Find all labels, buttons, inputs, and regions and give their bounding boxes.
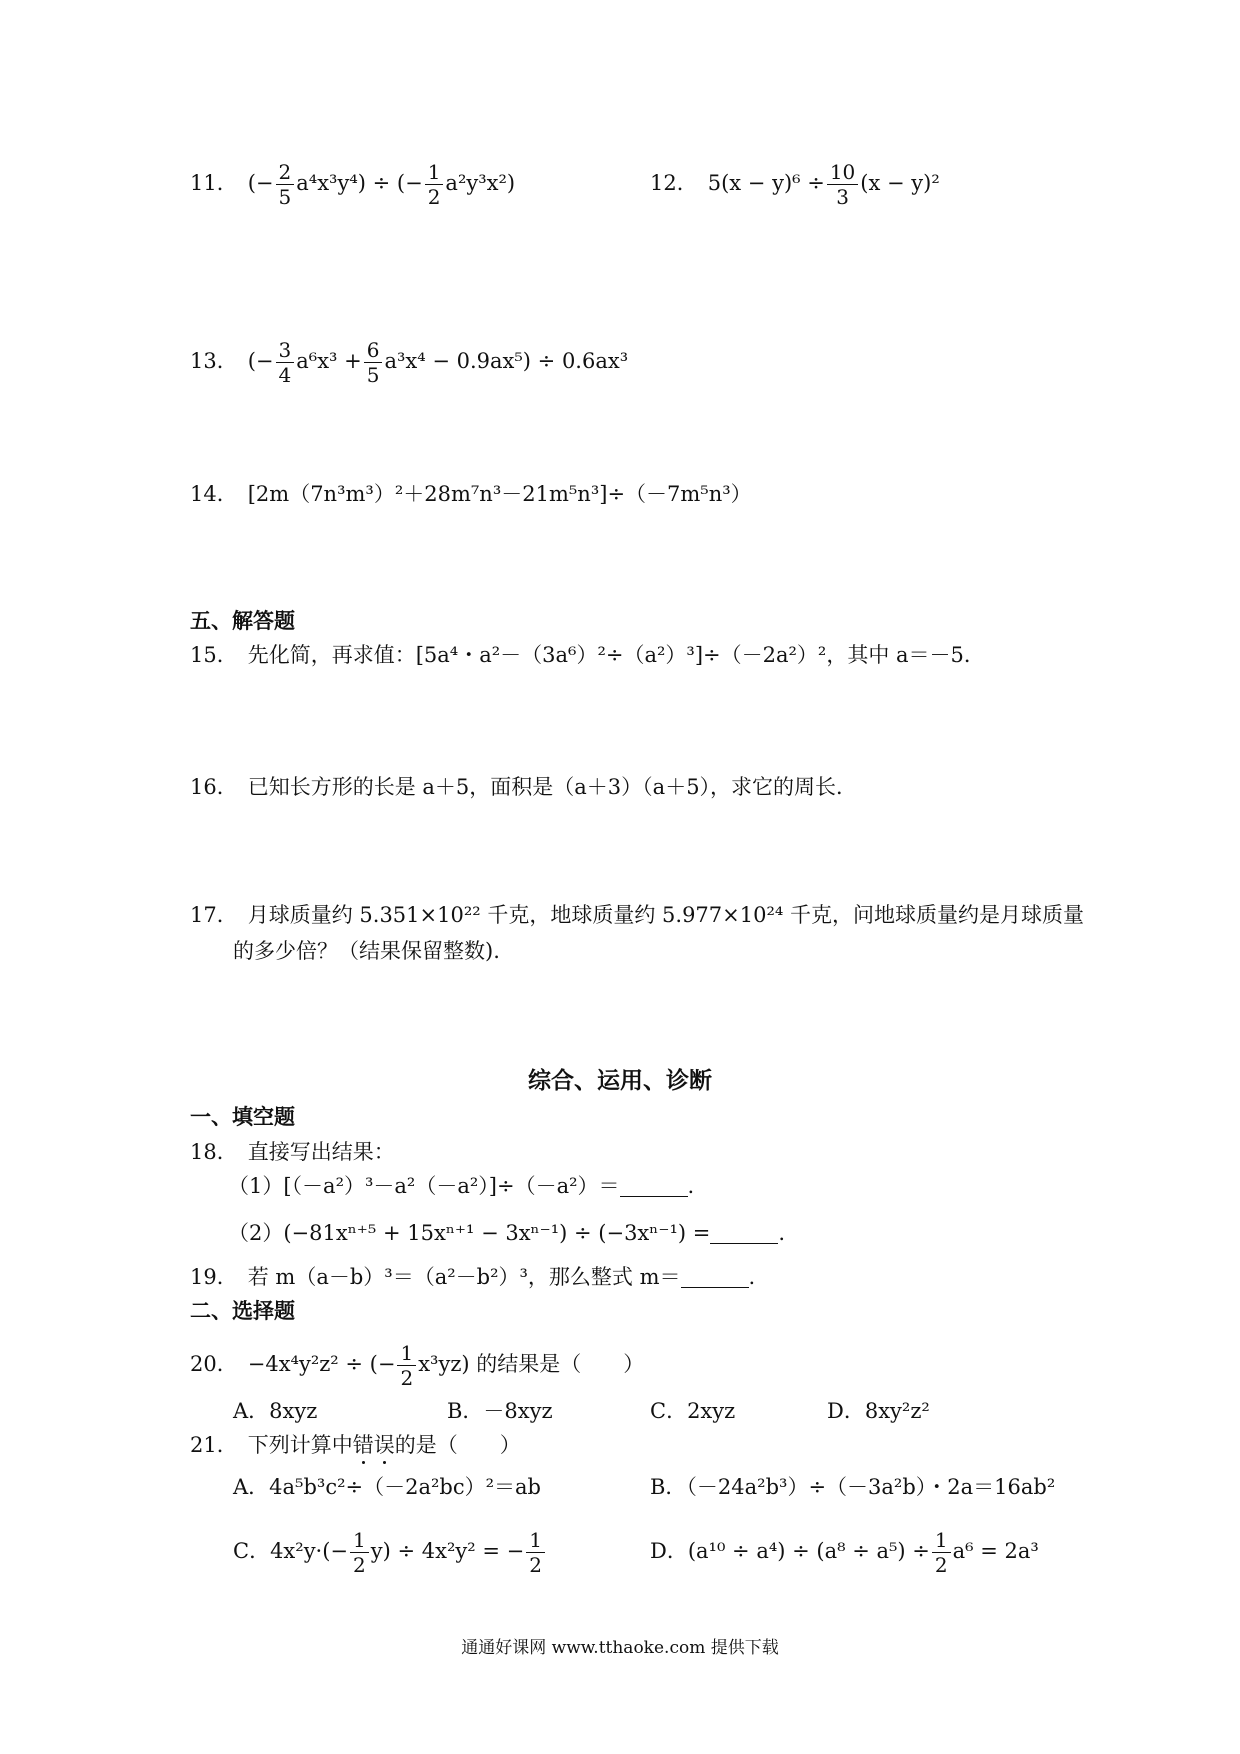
fraction bbox=[276, 338, 295, 387]
sub-question-text: （2）(−81xⁿ⁺⁵ + 15xⁿ⁺¹ − 3xⁿ⁻¹) ÷ (−3xⁿ⁻¹) = bbox=[228, 1221, 711, 1245]
numerator: 2 bbox=[276, 160, 295, 185]
option-b: B．－8xyz bbox=[447, 1399, 553, 1423]
section-heading: 一、填空题 bbox=[190, 1105, 295, 1129]
expr-part: x³yz) 的结果是（ ） bbox=[418, 1352, 645, 1376]
option-c: C．2xyz bbox=[650, 1399, 736, 1423]
expr-part: (x − y)² bbox=[860, 171, 940, 195]
denominator: 2 bbox=[427, 185, 441, 209]
question-18-part-2 bbox=[228, 1219, 785, 1247]
denominator: 2 bbox=[400, 1366, 414, 1390]
emphasized-char: 误 bbox=[373, 1433, 395, 1457]
answer-blank bbox=[710, 1221, 778, 1244]
question-number: 16． bbox=[190, 775, 238, 799]
numerator: 1 bbox=[397, 1341, 416, 1366]
fraction bbox=[932, 1528, 951, 1577]
punctuation: . bbox=[778, 1221, 786, 1245]
question-number: 20． bbox=[190, 1352, 238, 1376]
question-number: 12． bbox=[650, 171, 698, 195]
numerator: 3 bbox=[276, 338, 295, 363]
fraction bbox=[350, 1528, 369, 1577]
question-13 bbox=[190, 338, 628, 387]
question-19 bbox=[190, 1263, 755, 1291]
expr-part: a⁶ = 2a³ bbox=[952, 1539, 1039, 1563]
question-number: 18． bbox=[190, 1140, 238, 1164]
denominator: 2 bbox=[934, 1553, 948, 1577]
answer-blank bbox=[620, 1174, 688, 1197]
question-number: 15． bbox=[190, 643, 238, 667]
question-text: 的是（ ） bbox=[394, 1433, 521, 1457]
fraction bbox=[425, 160, 444, 209]
question-number: 21． bbox=[190, 1433, 238, 1457]
denominator: 4 bbox=[278, 363, 292, 387]
footer-text: 通通好课网 www.tthaoke.com 提供下载 bbox=[461, 1638, 779, 1658]
question-17-continued: 的多少倍？（结果保留整数). bbox=[233, 939, 500, 963]
expr-part: (− bbox=[247, 171, 274, 195]
question-14 bbox=[190, 480, 752, 508]
expr-part: a⁴x³y⁴) ÷ (− bbox=[296, 171, 423, 195]
fraction bbox=[827, 160, 858, 209]
fraction bbox=[526, 1528, 545, 1577]
answer-blank bbox=[681, 1265, 749, 1288]
emphasized-char: 错 bbox=[352, 1433, 374, 1457]
option-d bbox=[650, 1528, 1039, 1577]
question-21 bbox=[190, 1431, 521, 1459]
punctuation: . bbox=[748, 1265, 756, 1289]
fraction bbox=[364, 338, 383, 387]
expr-part: (− bbox=[247, 349, 274, 373]
question-number: 19． bbox=[190, 1265, 238, 1289]
expr-part: a²y³x²) bbox=[445, 171, 516, 195]
question-text: 若 m（a－b）³＝（a²－b²）³，那么整式 m＝ bbox=[247, 1265, 681, 1289]
denominator: 5 bbox=[278, 185, 292, 209]
sub-question-text: （1）[（－a²）³－a²（－a²）]÷（－a²）＝ bbox=[228, 1174, 620, 1198]
option-b: B．（－24a²b³）÷（－3a²b）・2a＝16ab² bbox=[650, 1475, 1056, 1499]
punctuation: . bbox=[687, 1174, 695, 1198]
denominator: 2 bbox=[353, 1553, 366, 1577]
numerator: 1 bbox=[425, 160, 444, 185]
expr-part: a³x⁴ − 0.9ax⁵) ÷ 0.6ax³ bbox=[384, 349, 629, 373]
question-text: 直接写出结果： bbox=[247, 1140, 395, 1164]
expr-part: −4x⁴y²z² ÷ (− bbox=[247, 1352, 396, 1376]
question-text: 下列计算中 bbox=[247, 1433, 353, 1457]
numerator: 1 bbox=[350, 1528, 369, 1553]
question-text: 已知长方形的长是 a＋5，面积是（a＋3）（a＋5），求它的周长． bbox=[247, 775, 858, 799]
question-number: 17． bbox=[190, 903, 238, 927]
fraction bbox=[397, 1341, 416, 1390]
question-20 bbox=[190, 1341, 644, 1390]
question-text: 月球质量约 5.351×10²² 千克，地球质量约 5.977×10²⁴ 千克，问地球质量约是月球质量 bbox=[247, 903, 1084, 927]
option-a: A．4a⁵b³c²÷（－2a²bc）²＝ab bbox=[233, 1475, 541, 1499]
option-d: D．8xy²z² bbox=[827, 1399, 930, 1423]
option-a: A．8xyz bbox=[233, 1399, 318, 1423]
numerator: 1 bbox=[526, 1528, 545, 1553]
expr-part: 5(x − y)⁶ ÷ bbox=[707, 171, 825, 195]
fraction bbox=[276, 160, 295, 209]
question-12 bbox=[650, 160, 940, 209]
denominator: 3 bbox=[836, 185, 849, 209]
numerator: 10 bbox=[827, 160, 858, 185]
denominator: 2 bbox=[529, 1553, 542, 1577]
numerator: 6 bbox=[364, 338, 383, 363]
expr-part: y) ÷ 4x²y² = − bbox=[370, 1539, 525, 1563]
question-16 bbox=[190, 773, 857, 801]
numerator: 1 bbox=[932, 1528, 951, 1553]
section-heading: 五、解答题 bbox=[190, 609, 295, 633]
question-text: 先化简，再求值：[5a⁴・a²－（3a⁶）²÷（a²）³]÷（－2a²）²，其中 a＝－5． bbox=[247, 643, 985, 667]
expr-part: a⁶x³ + bbox=[296, 349, 362, 373]
section-heading: 二、选择题 bbox=[190, 1299, 295, 1323]
question-text: [2m（7n³m³）²＋28m⁷n³－21m⁵n³]÷（－7m⁵n³） bbox=[247, 482, 752, 506]
question-11 bbox=[190, 160, 515, 209]
question-number: 13． bbox=[190, 349, 238, 373]
expr-part: D．(a¹⁰ ÷ a⁴) ÷ (a⁸ ÷ a⁵) ÷ bbox=[650, 1539, 930, 1563]
denominator: 5 bbox=[366, 363, 380, 387]
question-15 bbox=[190, 641, 985, 669]
question-18-part-1 bbox=[228, 1172, 694, 1200]
part-title: 综合、运用、诊断 bbox=[528, 1068, 712, 1094]
question-number: 11． bbox=[190, 171, 238, 195]
expr-part: C．4x²y·(− bbox=[233, 1539, 349, 1563]
question-18 bbox=[190, 1138, 395, 1166]
question-17 bbox=[190, 901, 1084, 929]
option-c bbox=[233, 1528, 547, 1577]
question-number: 14． bbox=[190, 482, 238, 506]
